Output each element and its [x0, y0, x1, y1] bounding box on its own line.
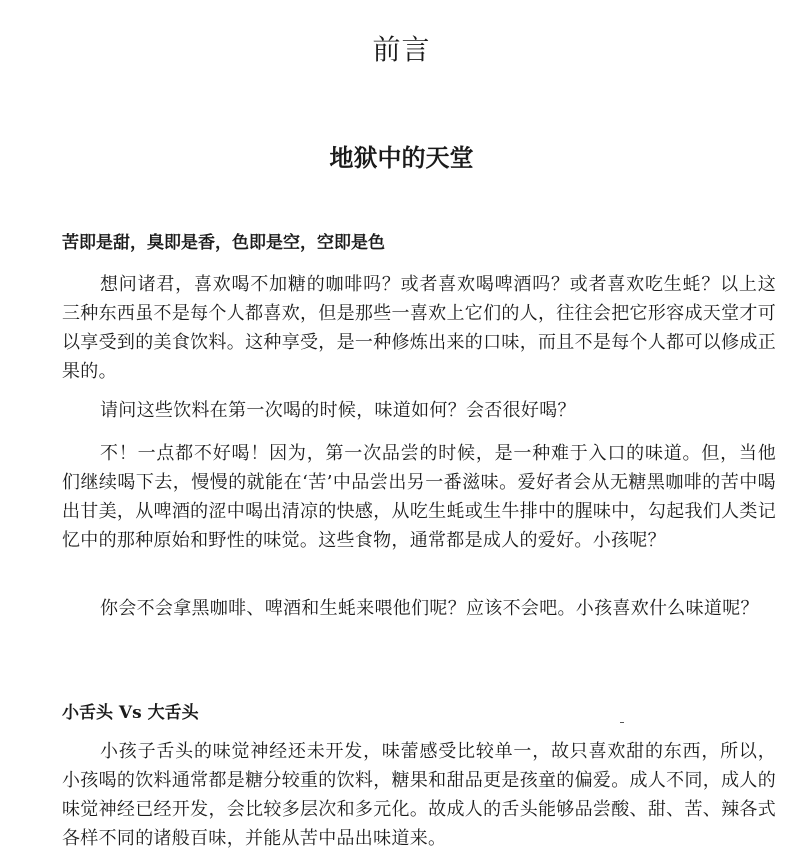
section-heading: 小舌头 Vs 大舌头	[62, 703, 199, 723]
paragraph: 想问诸君，喜欢喝不加糖的咖啡吗？或者喜欢喝啤酒吗？或者喜欢吃生蚝？以上这三种东西虽不是每个人都喜欢，但是那些一喜欢上它们的人，往往会把它形容成天堂才可以享受到的美食饮料。这种享受，是一种修炼出来的口味，而且不是每个人都可以修成正果的。	[62, 274, 776, 382]
scan-mark	[620, 722, 624, 723]
paragraph: 请问这些饮料在第一次喝的时候，味道如何？会否很好喝？	[100, 400, 576, 421]
paragraph: 不！一点都不好喝！因为，第一次品尝的时候，是一种难于入口的味道。但，当他们继续喝下去，慢慢的就能在‘苦’中品尝出另一番滋味。爱好者会从无糖黑咖啡的苦中喝出甘美，从啤酒的涩中喝出清凉的快感，从吃生蚝或生牛排中的腥味中，勾起我们人类记忆中的那种原始和野性的味觉。这些食物，通常都是成人的爱好。小孩呢？	[62, 443, 776, 551]
paragraph: 小孩子舌头的味觉神经还未开发，味蕾感受比较单一，故只喜欢甜的东西，所以，小孩喝的饮料通常都是糖分较重的饮料，糖果和甜品更是孩童的偏爱。成人不同，成人的味觉神经已经开发，会比较多层次和多元化。故成人的舌头能够品尝酸、甜、苦、辣各式各样不同的诸般百味，并能从苦中品出味道来。	[62, 741, 776, 849]
chapter-title: 地狱中的天堂	[329, 143, 474, 172]
section-heading: 苦即是甜，臭即是香，色即是空，空即是色	[62, 233, 385, 253]
paragraph: 你会不会拿黑咖啡、啤酒和生蚝来喂他们呢？应该不会吧。小孩喜欢什么味道呢？	[100, 598, 759, 619]
page-title: 前言	[372, 33, 431, 66]
